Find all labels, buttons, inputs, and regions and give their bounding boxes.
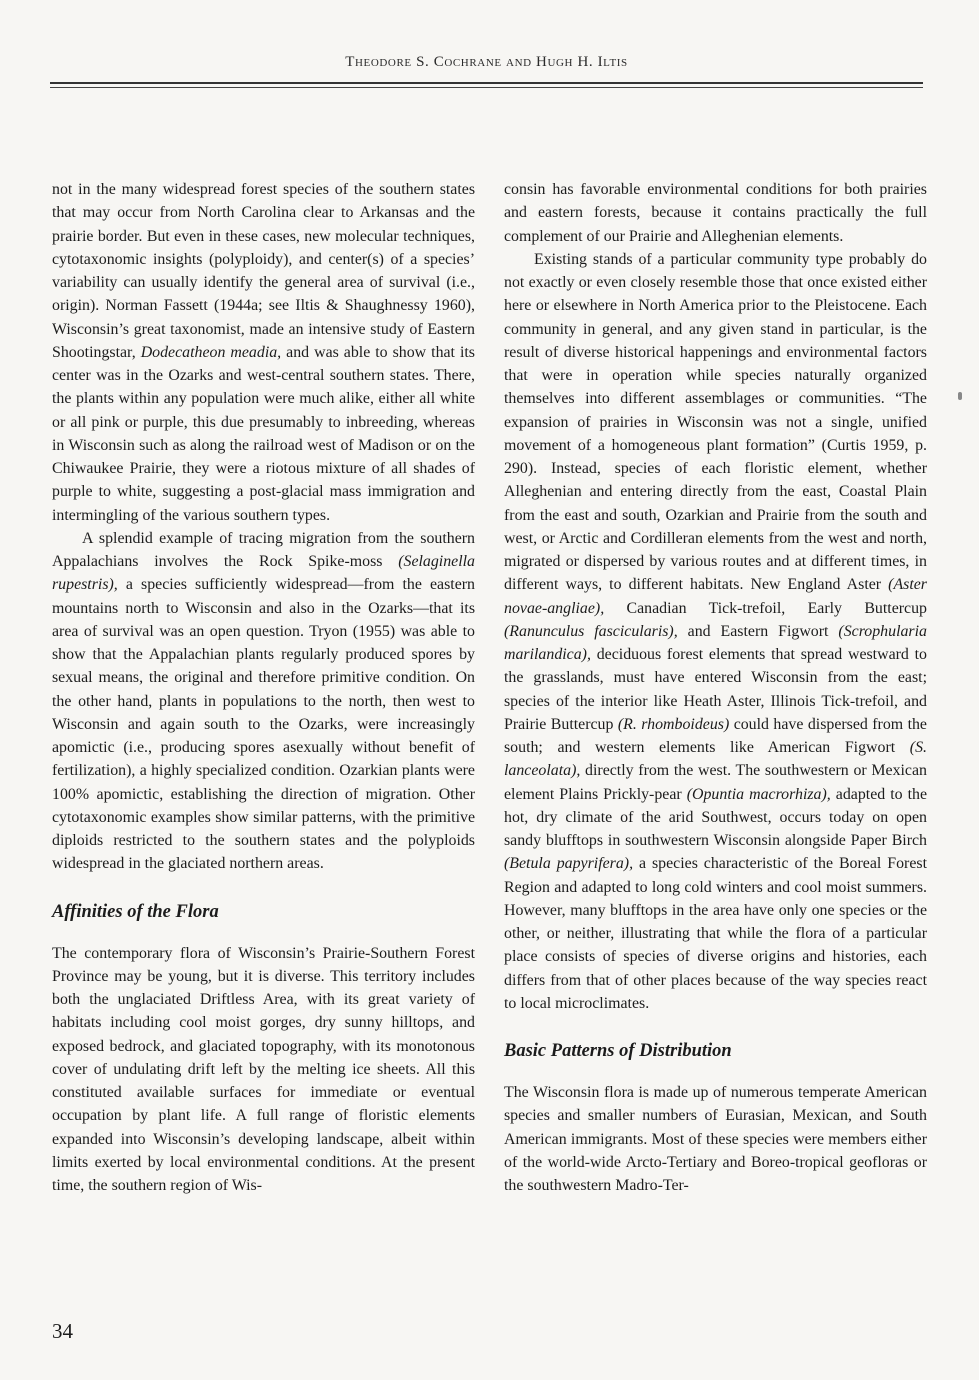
- paragraph: not in the many widespread forest species of the southern states that may occur from North Carolina clear to Arkansas and the prairie border. But even in these cases, new molecular techniques, cytotaxonomic insights (polyploidy), and center(s) of a species’ variability can usually identify the general area of survival (i.e., origin). Norman Fassett (1944a; see Iltis & Shaughnessy 1960), Wisconsin’s great taxonomist, made an intensive study of Eastern Shootingstar, Dodecatheon meadia, and was able to show that its center was in the Ozarks and west-central southern states. There, the plants within any population were much alike, either all white or all pink or purple, this due presumably to inbreeding, whereas in Wisconsin such as along the railroad west of Madison or on the Chiwaukee Prairie, they were a riotous mixture of all shades of purple to white, suggesting a post-glacial mass immigration and intermingling of the various southern types.: [52, 181, 475, 524]
- running-header: Theodore S. Cochrane and Hugh H. Iltis: [345, 54, 628, 70]
- species-name: (S. lanceolata),: [504, 739, 927, 780]
- right-column: [504, 178, 927, 1197]
- species-name: (Selaginella rupestris),: [52, 553, 475, 594]
- section-heading-distribution: Basic Patterns of Distribution: [504, 1041, 732, 1061]
- page-number: 34: [52, 1319, 73, 1343]
- left-column: [52, 178, 475, 1197]
- section-heading-affinities: Affinities of the Flora: [52, 901, 219, 922]
- scan-mark: [958, 392, 962, 400]
- paragraph: The contemporary flora of Wisconsin’s Prairie-Southern Forest Province may be young, but it is diverse. This territory includes both the unglaciated Driftless Area, with its great variety of habitats including cool moist gorges, dry sunny hilltops, and exposed bedrock, and glaciated topography, with its monotonous cover of undulating drift left by the melting ice sheets. All this constituted available surfaces for immediate or eventual occupation by plant life. A full range of floristic elements expanded into Wisconsin’s developing landscape, albeit within limits exerted by local environmental conditions. At the present time, the southern region of Wis-: [52, 944, 475, 1194]
- header-rule-thick: [50, 82, 923, 84]
- header-rule-thin: [50, 87, 923, 88]
- paragraph: Existing stands of a particular community type probably do not exactly or even closely resemble those that once existed either here or elsewhere in North America prior to the Pleistocene. Each community in general, and any given stand in particular, is the result of diverse historical happenings and environmental factors that were in operation while species naturally organized themselves into different assemblages or communities. “The expansion of prairies in Wisconsin was not a single, unified movement of a homogeneous plant formation” (Curtis 1959, p. 290). Instead, species of each floristic element, whether Alleghenian and entering directly from the east, Coastal Plain from the east and south, Ozarkian and Prairie from the south and west, or Arctic and Cordilleran elements from the west and north, migrated or dispersed by various routes and at different times, in different ways, to different habitats. New England Aster (Aster novae-angliae), Canadian Tick-trefoil, Early Buttercup (Ranunculus fascicularis), and Eastern Figwort (Scrophularia marilandica), deciduous forest elements that spread westward to the grasslands, must have entered Wisconsin from the east; species of the interior like Heath Aster, Illinois Tick-trefoil, and Prairie Buttercup (R. rhomboideus) could have dispersed from the south; and western elements like American Figwort (S. lanceolata), directly from the west. The southwestern or Mexican element Plains Prickly-pear (Opuntia macrorhiza), adapted to the hot, dry climate of the arid Southwest, occurs today on open sandy blufftops in southwestern Wisconsin alongside Paper Birch (Betula papyrifera), a species characteristic of the Boreal Forest Region and adapted to long cold winters and cool moist summers. However, many blufftops in the area have only one species or the other, or neither, illustrating that while the flora of a particular place consists of species of diverse origins and histories, each differs from that of other places because of the way species react to local microclimates.: [504, 250, 927, 1012]
- paragraph: The Wisconsin flora is made up of numerous temperate American species and smaller numbers of Eurasian, Mexican, and South American immigrants. Most of these species were members either of the world-wide Arcto-Tertiary and Boreo-tropical geofloras or the southwestern Madro-Ter-: [504, 1084, 927, 1194]
- species-name: (Ranunculus fascicularis),: [504, 622, 678, 640]
- species-name: (Aster novae-angliae),: [504, 576, 927, 617]
- species-name: (Betula papyrifera),: [504, 855, 634, 873]
- species-name: (R. rhomboideus): [617, 715, 730, 733]
- paragraph: consin has favorable environmental conditions for both prairies and eastern forests, because it contains practically the full complement of our Prairie and Alleghenian elements.: [504, 181, 927, 245]
- species-name: (Opuntia macrorhiza),: [686, 785, 831, 803]
- species-name: Dodecatheon meadia,: [140, 343, 282, 361]
- paragraph: A splendid example of tracing migration from the southern Appalachians involves the Rock Spike-moss (Selaginella rupestris), a species sufficiently widespread—from the eastern mountains north to Wisconsin and also in the Ozarks—that its area of survival was an open question. Tryon (1955) was able to show that the Appalachian plants regularly produced spores by sexual means, the original and therefore primitive condition. On the other hand, plants in populations to the north, then west to Wisconsin and again south to the Ozarks, were increasingly apomictic (i.e., producing spores asexually without benefit of fertilization), a highly specialized condition. Ozarkian plants were 100% apomictic, establishing the direction of migration. Other cytotaxonomic examples show similar patterns, with the primitive diploids restricted to the southern states and the polyploids widespread in the glaciated northern areas.: [52, 529, 475, 873]
- species-name: (Scrophularia marilandica),: [504, 622, 927, 663]
